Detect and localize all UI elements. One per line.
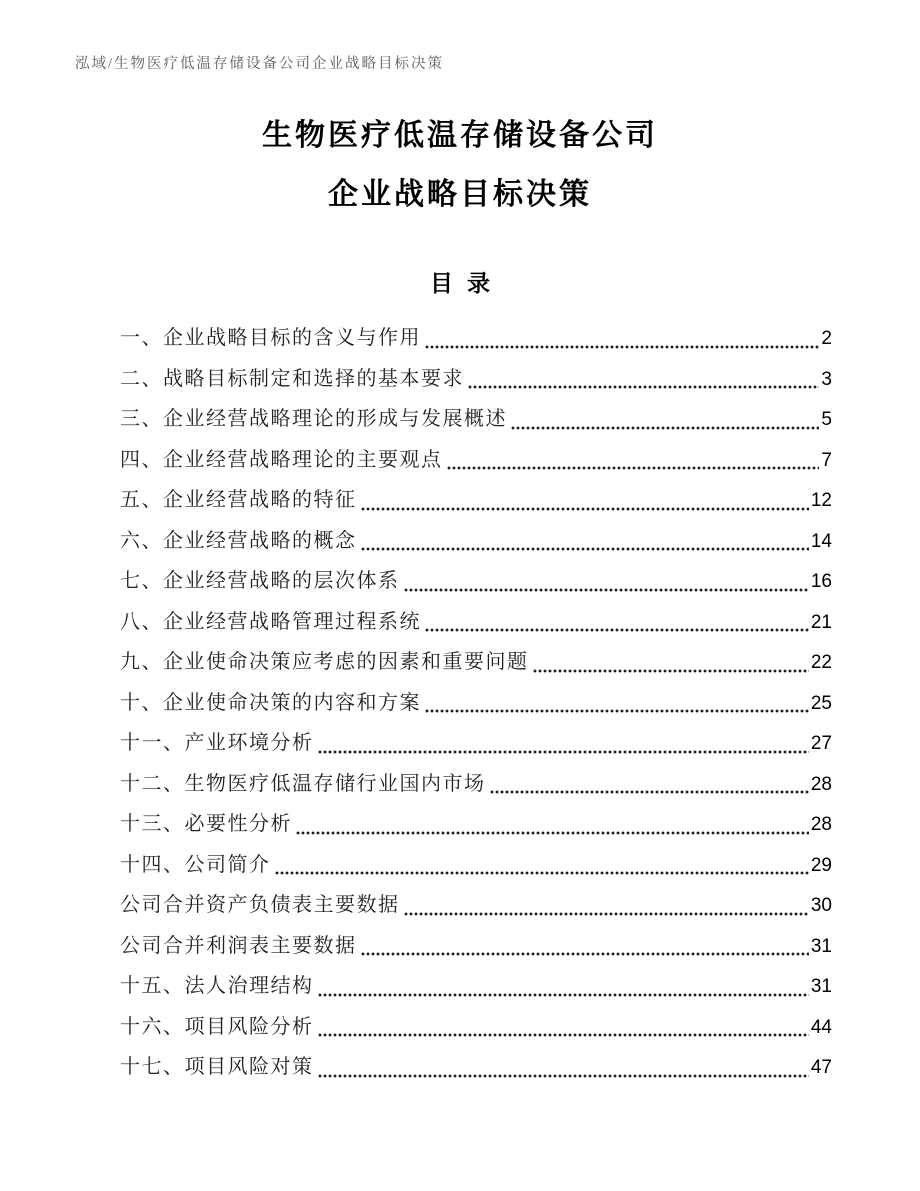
table-of-contents [120,318,832,1088]
toc-leader-dots [318,750,809,754]
toc-item-page: 5 [821,409,832,430]
toc-leader-dots [447,466,820,470]
toc-item-label: 十六、项目风险分析 [120,1015,314,1038]
toc-leader-dots [511,426,819,430]
toc-leader-dots [275,871,809,875]
toc-item-page: 12 [810,490,832,511]
toc-item-label: 十一、产业环境分析 [120,732,314,754]
toc-item[interactable] [120,966,832,1007]
toc-item[interactable] [120,764,832,805]
toc-item-label: 四、企业经营战略理论的主要观点 [120,448,443,471]
toc-item-page: 22 [810,652,832,673]
toc-item[interactable] [120,440,832,481]
toc-item[interactable] [120,1007,832,1048]
toc-leader-dots [425,628,809,632]
toc-item-page: 30 [810,895,832,916]
document-header-text: 泓域/生物医疗低温存储设备公司企业战略目标决策 [75,56,445,72]
toc-leader-dots [404,912,809,916]
toc-leader-dots [533,669,809,673]
toc-item[interactable] [120,1047,832,1088]
toc-leader-dots [361,547,809,551]
document-title [0,121,920,210]
toc-item-label: 一、企业战略目标的含义与作用 [120,327,421,349]
toc-item-page: 21 [810,611,832,633]
toc-item-page: 31 [810,935,832,957]
toc-leader-dots [361,952,809,956]
document-title-line1: 生物医疗低温存储设备公司 [262,119,658,152]
toc-item[interactable] [120,926,832,967]
toc-item-label: 十七、项目风险对策 [120,1056,314,1078]
toc-item-label: 公司合并利润表主要数据 [120,934,357,957]
toc-item[interactable] [120,561,832,602]
toc-item[interactable] [120,480,832,521]
toc-leader-dots [318,1033,809,1037]
toc-item[interactable] [120,845,832,886]
toc-item-label: 十四、公司简介 [120,853,271,876]
toc-item[interactable] [120,723,832,764]
toc-leader-dots [361,507,809,511]
toc-item-label: 十二、生物医疗低温存储行业国内市场 [120,772,486,795]
toc-item[interactable] [120,804,832,845]
toc-leader-dots [425,709,809,713]
toc-item[interactable] [120,642,832,683]
toc-item[interactable] [120,318,832,359]
toc-item-page: 16 [810,571,832,592]
toc-item-label: 二、战略目标制定和选择的基本要求 [120,367,464,390]
toc-item-page: 28 [810,773,832,795]
toc-item[interactable] [120,602,832,643]
toc-item[interactable] [120,683,832,724]
toc-leader-dots [468,385,819,389]
toc-item-page: 27 [810,733,832,754]
toc-item-label: 十三、必要性分析 [120,813,292,835]
toc-item-page: 14 [810,530,832,552]
toc-item-label: 十、企业使命决策的内容和方案 [120,691,421,714]
toc-item-label: 八、企业经营战略管理过程系统 [120,610,421,633]
toc-item[interactable] [120,359,832,400]
toc-item-label: 六、企业经营战略的概念 [120,529,357,552]
toc-item-label: 三、企业经营战略理论的形成与发展概述 [120,408,507,430]
toc-item-label: 公司合并资产负债表主要数据 [120,894,400,916]
toc-item-label: 五、企业经营战略的特征 [120,489,357,511]
toc-item-page: 3 [821,368,832,390]
toc-item-label: 九、企业使命决策应考虑的因素和重要问题 [120,651,529,673]
toc-item-label: 十五、法人治理结构 [120,975,314,997]
toc-leader-dots [296,831,809,835]
toc-item-page: 28 [810,814,832,835]
toc-item-page: 2 [821,328,832,349]
toc-item-page: 29 [810,854,832,876]
toc-item[interactable] [120,399,832,440]
toc-leader-dots [404,588,809,592]
toc-item-page: 31 [810,976,832,997]
toc-item-page: 47 [810,1057,832,1078]
toc-heading: 目录 [430,270,504,296]
toc-leader-dots [425,345,819,349]
toc-item[interactable] [120,521,832,562]
toc-item-page: 25 [810,692,832,714]
toc-item-label: 七、企业经营战略的层次体系 [120,570,400,592]
toc-leader-dots [318,1074,809,1078]
toc-item-page: 44 [810,1016,832,1038]
document-title-line2: 企业战略目标决策 [328,178,592,211]
toc-leader-dots [490,790,809,794]
toc-item-page: 7 [821,449,832,471]
toc-item[interactable] [120,885,832,926]
toc-leader-dots [318,993,809,997]
